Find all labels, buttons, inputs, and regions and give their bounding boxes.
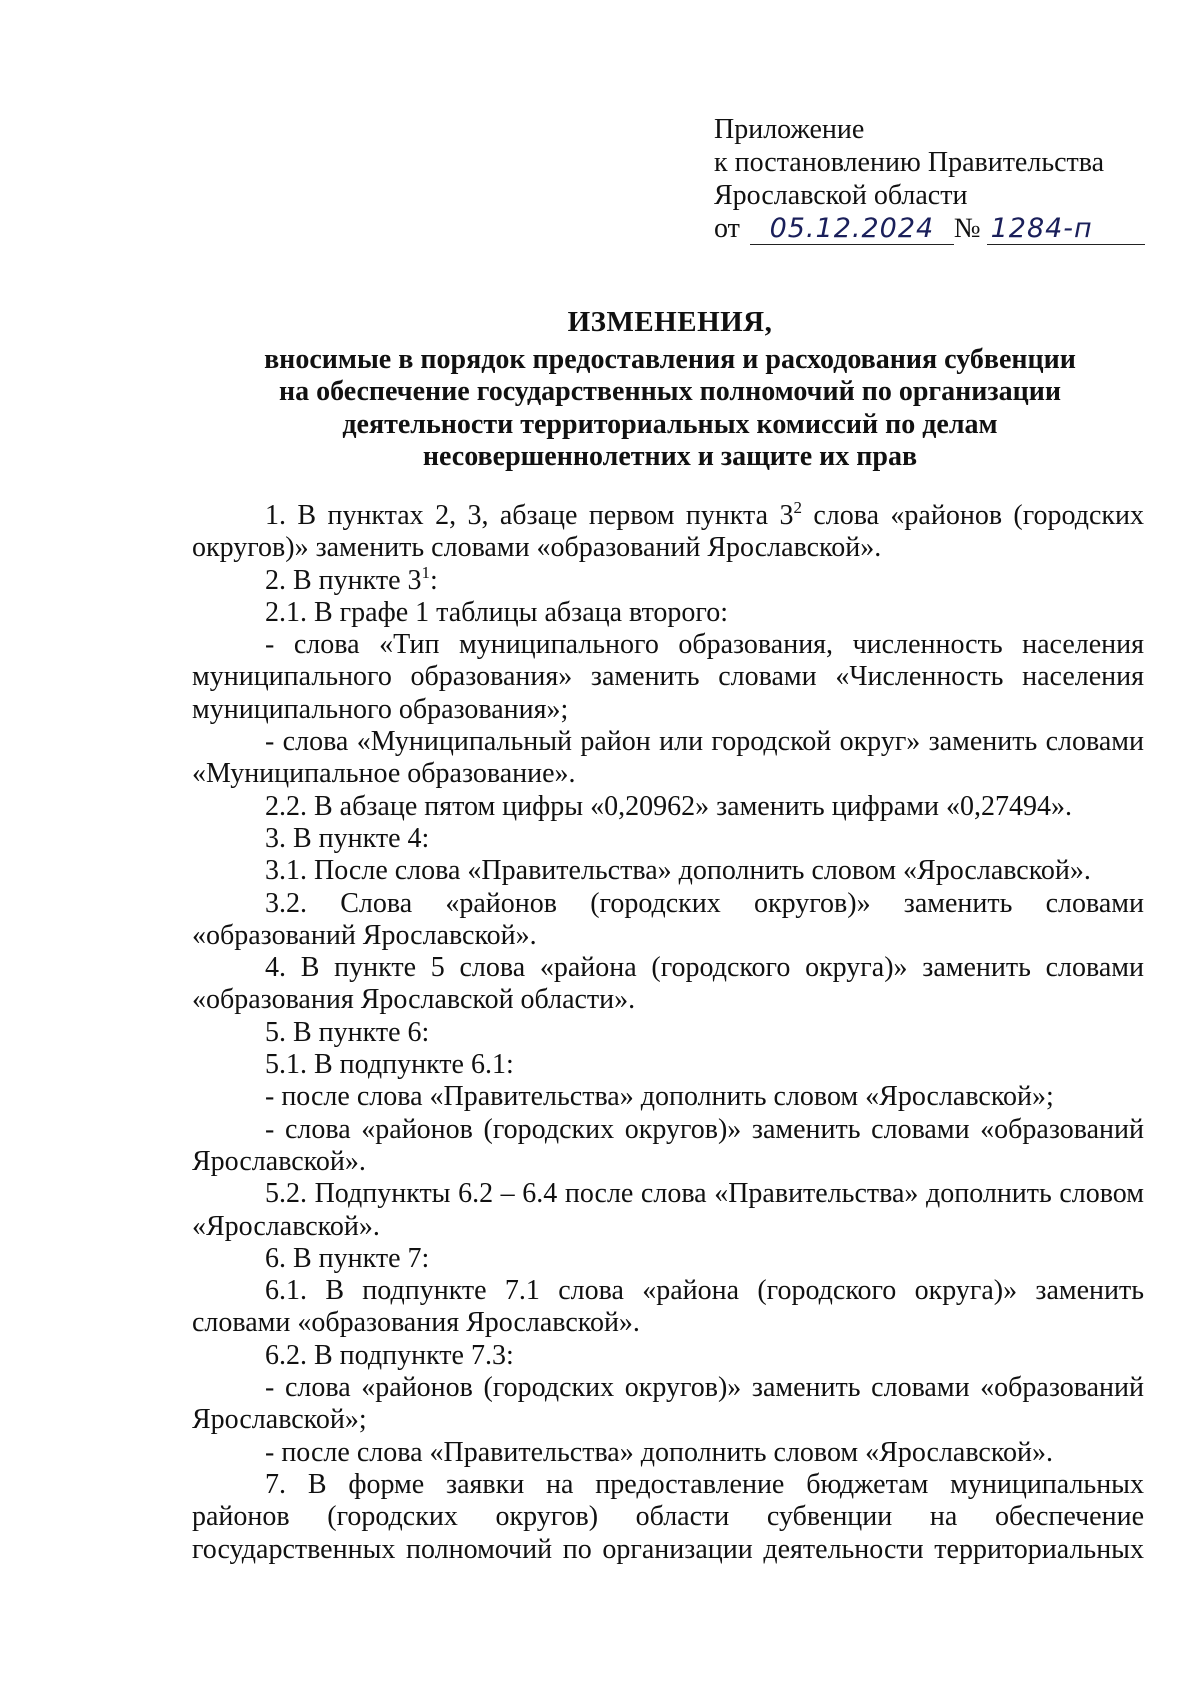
paragraph-2-2: 2.2. В абзаце пятом цифры «0,20962» заменить цифрами «0,27494». xyxy=(265,790,1072,822)
paragraph-7: 7. В форме заявки на предоставление бюджетам муниципальных районов (городских округов) области субвенции на обеспечение государственных полномочий по организации деятельности территориальных xyxy=(192,1468,1144,1565)
paragraph-4: 4. В пункте 5 слова «района (городского округа)» заменить словами «образования Ярославской области». xyxy=(192,952,1144,1016)
title-main: ИЗМЕНЕНИЯ, xyxy=(567,306,773,338)
paragraph-1: 1. В пунктах 2, 3, абзаце первом пункта $3^2$ слова «районов (городских округов)» заменить словами «образований Ярославской». xyxy=(192,498,1144,564)
document-title xyxy=(100,306,1200,474)
paragraph-2: 2. В пункте $3^1$: xyxy=(265,562,438,596)
paragraph-3-2: 3.2. Слова «районов (городских округов)» заменить словами «образований Ярославской». xyxy=(192,887,1144,951)
paragraph-6-2-b: - после слова «Правительства» дополнить словом «Ярославской». xyxy=(265,1436,1053,1468)
number-sign: № xyxy=(953,213,981,244)
paragraph-5-2: 5.2. Подпункты 6.2 – 6.4 после слова «Правительства» дополнить словом «Ярославской». xyxy=(192,1178,1144,1242)
title-subline: вносимые в порядок предоставления и расходования субвенции xyxy=(264,343,1076,375)
attachment-date-number xyxy=(714,212,1145,245)
paragraph-3-1: 3.1. После слова «Правительства» дополнить словом «Ярославской». xyxy=(265,855,1091,887)
paragraph-5-1-a: - после слова «Правительства» дополнить словом «Ярославской»; xyxy=(265,1081,1054,1113)
paragraph-6-2-a: - слова «районов (городских округов)» заменить словами «образований Ярославской»; xyxy=(192,1372,1144,1436)
paragraph-5-1-b: - слова «районов (городских округов)» заменить словами «образований Ярославской». xyxy=(192,1113,1144,1177)
paragraph-2-1-a: - слова «Тип муниципального образования, численность населения муниципального образования» заменить словами «Численность населения муниципального образования»; xyxy=(192,629,1144,725)
handwritten-date: 05.12.2024 xyxy=(750,214,954,245)
attachment-header xyxy=(714,113,1145,245)
paragraph-3: 3. В пункте 4: xyxy=(265,822,430,854)
paragraph-5-1: 5.1. В подпункте 6.1: xyxy=(265,1049,514,1081)
paragraph-6-1: 6.1. В подпункте 7.1 слова «района (городского округа)» заменить словами «образования Ярославской». xyxy=(192,1275,1144,1339)
title-subline: на обеспечение государственных полномочий по организации xyxy=(278,376,1062,407)
paragraph-2-1-b: - слова «Муниципальный район или городской округ» заменить словами «Муниципальное образование». xyxy=(192,726,1144,790)
document-body xyxy=(192,500,1144,1566)
paragraph-6: 6. В пункте 7: xyxy=(265,1242,430,1274)
attachment-title: Приложение xyxy=(714,114,865,145)
superscript: 1 xyxy=(421,562,431,582)
handwritten-number: 1284-п xyxy=(987,214,1145,245)
title-subline: деятельности территориальных комиссий по делам xyxy=(342,408,998,440)
paragraph-5: 5. В пункте 6: xyxy=(265,1016,430,1048)
attachment-region: Ярославской области xyxy=(714,180,968,211)
paragraph-6-2: 6.2. В подпункте 7.3: xyxy=(265,1339,514,1371)
superscript: 2 xyxy=(793,498,802,517)
title-subline: несовершеннолетних и защите их прав xyxy=(422,441,918,472)
paragraph-2-1: 2.1. В графе 1 таблицы абзаца второго: xyxy=(265,596,728,628)
from-label: от xyxy=(714,213,740,244)
attachment-resolution-ref: к постановлению Правительства xyxy=(714,147,1105,178)
